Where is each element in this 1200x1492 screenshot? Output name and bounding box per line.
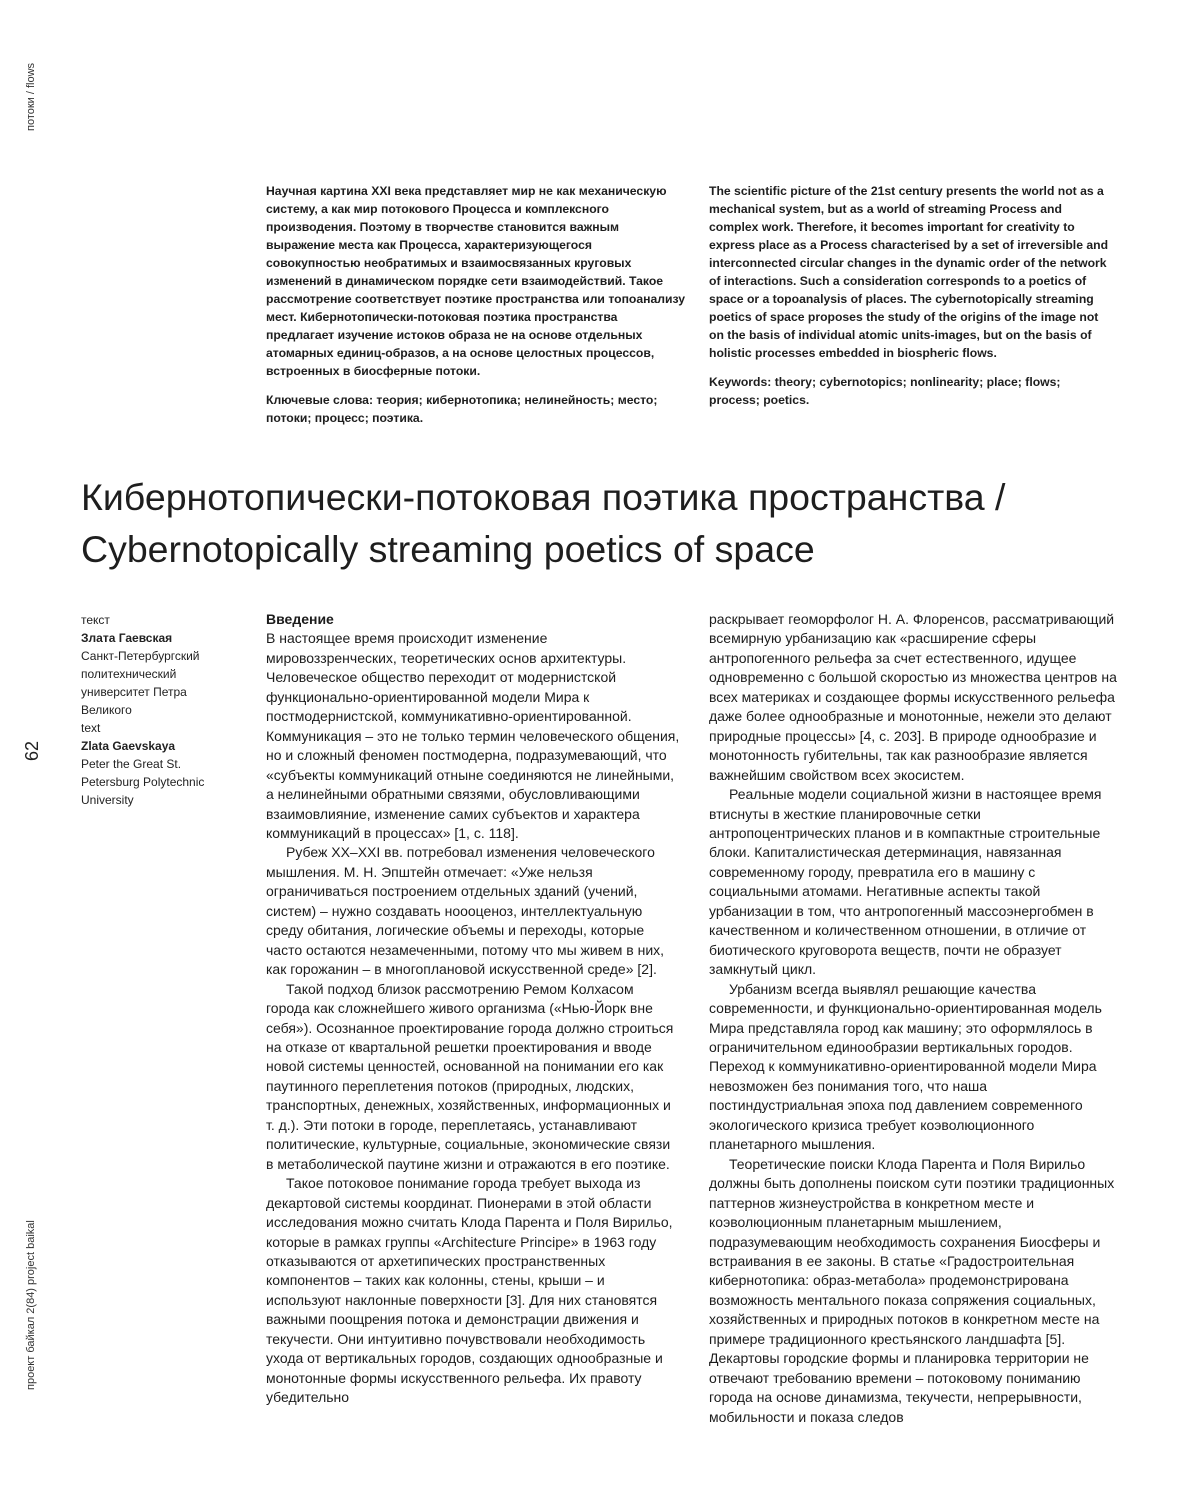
author-affiliation-ru: Санкт-Петербургский политехнический университет Петра Великого — [81, 647, 231, 719]
body-column-1 — [266, 610, 680, 1408]
abstract-en-keywords: Keywords: theory; cybernotopics; nonlinearity; place; flows; process; poetics. — [709, 373, 1109, 409]
page-number: 62 — [22, 741, 43, 761]
article-title — [81, 471, 1181, 575]
paragraph: раскрывает геоморфолог Н. А. Флоренсов, рассматривающий всемирную урбанизацию как «расширение сферы антропогенного рельефа за счет естественного, идущее одновременно с большой скоростью из множества центров на всех материках и создающее формы искусственного рельефа даже более однообразные и монотонные, нежели это делают природные процессы» [4, с. 203]. В природе однообразие и монотонность губительны, так как разнообразие является важнейшим свойством всех экосистем. — [709, 610, 1123, 785]
abstract-en — [709, 182, 1109, 409]
abstract-ru-keywords: Ключевые слова: теория; кибернотопика; нелинейность; место; потоки; процесс; поэтика. — [266, 391, 686, 427]
paragraph: Такой подход близок рассмотрению Ремом Колхасом города как сложнейшего живого организма («Нью-Йорк вне себя»). Осознанное проектирование города должно строиться на отказе от квартальной решетки проектирования и вводе новой системы ценностей, основанной на понимании его как паутинного переплетения потоков (природных, людских, транспортных, денежных, хозяйственных, информационных и т. д.). Эти потоки в городе, переплетаясь, устанавливают политические, культурные, социальные, экономические связи в метаболической паутине жизни и отражаются в его поэтике. — [266, 980, 680, 1175]
paragraph: Теоретические поиски Клода Парента и Поля Вирильо должны быть дополнены поиском сути поэтики традиционных паттернов жизнеустройства в конкретном месте и коэволюционным планетарным мышлением, подразумевающим необходимость сохранения Биосферы и встраивания в ее законы. В статье «Градостроительная кибернотопика: образ-метабола» продемонстрирована возможность ментального показа сопряжения социальных, хозяйственных и природных потоков в конкретном месте на примере традиционного крестьянского ландшафта [5]. Декартовы городские формы и планировка территории не отвечают требованию времени – потоковому пониманию города на основе динамизма, текучести, непрерывности, мобильности и показа следов — [709, 1155, 1123, 1427]
paragraph: В настоящее время происходит изменение мировоззренческих, теоретических основ архитектуры. Человеческое общество переходит от модернистской функционально-ориентированной модели Мира к постмодернистской, коммуникативно-ориентированной. Коммуникация – это не только термин человеческого общения, но и сложный феномен постмодерна, подразумевающий, что «субъекты коммуникаций отныне соединяются не линейными, а нелинейными обратными связями, обусловливающими взаимовлияние, изменение самих субъектов и характера коммуникаций в процессах» [1, с. 118]. — [266, 629, 680, 843]
article-title-ru: Кибернотопически-потоковая поэтика пространства / — [81, 471, 1181, 523]
journal-label: проект байкал 2(84) project baikal — [25, 1220, 37, 1390]
author-block — [81, 611, 231, 809]
abstract-en-text: The scientific picture of the 21st century presents the world not as a mechanical system, but as a world of streaming Process and complex work. Therefore, it becomes important for creativity to express place as a Process characterised by a set of irreversible and interconnected circular changes in the dynamic order of the network of interactions. Such a consideration corresponds to a poetics of space or a topoanalysis of places. The cybernotopically streaming poetics of space proposes the study of the origins of the image not on the basis of individual atomic units-images, but on the basis of holistic processes embedded in biospheric flows. — [709, 182, 1109, 362]
paragraph: Урбанизм всегда выявлял решающие качества современности, и функционально-ориентированная модель Мира представляла город как машину; это оформлялось в ограничительном единообразии вертикальных городов. Переход к коммуникативно-ориентированной модели Мира невозможен без понимания того, что наша постиндустриальная эпоха под давлением современного экологического кризиса требует коэволюционного планетарного мышления. — [709, 980, 1123, 1155]
author-affiliation-en: Peter the Great St. Petersburg Polytechnic University — [81, 755, 231, 809]
paragraph: Рубеж XX–XXI вв. потребовал изменения человеческого мышления. М. Н. Эпштейн отмечает: «Уже нельзя ограничиваться построением отдельных зданий (учений, систем) – нужно создавать ноооценоз, интеллектуальную среду обитания, логические объемы и переходы, которые часто остаются незамеченными, потому что мы живем в них, как горожанин – в многоплановой искусственной среде» [2]. — [266, 843, 680, 979]
author-name-ru: Злата Гаевская — [81, 629, 231, 647]
section-label: потоки / flows — [25, 63, 37, 131]
paragraph: Реальные модели социальной жизни в настоящее время втиснуты в жесткие планировочные сетки антропоцентрических планов и в компактные строительные блоки. Капиталистическая детерминация, навязанная современному городу, превратила его в машину с социальными атомами. Негативные аспекты такой урбанизации в том, что антропогенный массоэнергобмен в качественном и количественном отношении, в отличие от биотического круговорота веществ, почти не образует замкнутый цикл. — [709, 785, 1123, 980]
author-label-en: text — [81, 719, 231, 737]
article-title-en: Cybernotopically streaming poetics of space — [81, 523, 1181, 575]
author-label-ru: текст — [81, 611, 231, 629]
abstract-ru — [266, 182, 686, 427]
paragraph: Такое потоковое понимание города требует выхода из декартовой системы координат. Пионерами в этой области исследования можно считать Клода Парента и Поля Вирильо, которые в рамках группы «Architecture Principe» в 1963 году отказываются от архетипических пространственных компонентов – таких как колонны, стены, крыши – и используют наклонные поверхности [3]. Для них становятся важными поощрения потока и демонстрации движения и текучести. Они интуитивно почувствовали необходимость ухода от вертикальных городов, создающих однообразные и монотонные формы искусственного рельефа. Их правоту убедительно — [266, 1174, 680, 1407]
author-name-en: Zlata Gaevskaya — [81, 737, 231, 755]
section-heading: Введение — [266, 610, 680, 629]
body-column-2 — [709, 610, 1123, 1427]
abstract-ru-text: Научная картина XXI века представляет мир не как механическую систему, а как мир потокового Процесса и комплексного производения. Поэтому в творчестве становится важным выражение места как Процесса, характеризующегося совокупностью необратимых и взаимосвязанных круговых изменений в динамическом порядке сети взаимодействий. Такое рассмотрение соответствует поэтике пространства или топоанализу мест. Кибернотопически-потоковая поэтика пространства предлагает изучение истоков образа не на основе отдельных атомарных единиц-образов, а на основе целостных процессов, встроенных в биосферные потоки. — [266, 182, 686, 380]
